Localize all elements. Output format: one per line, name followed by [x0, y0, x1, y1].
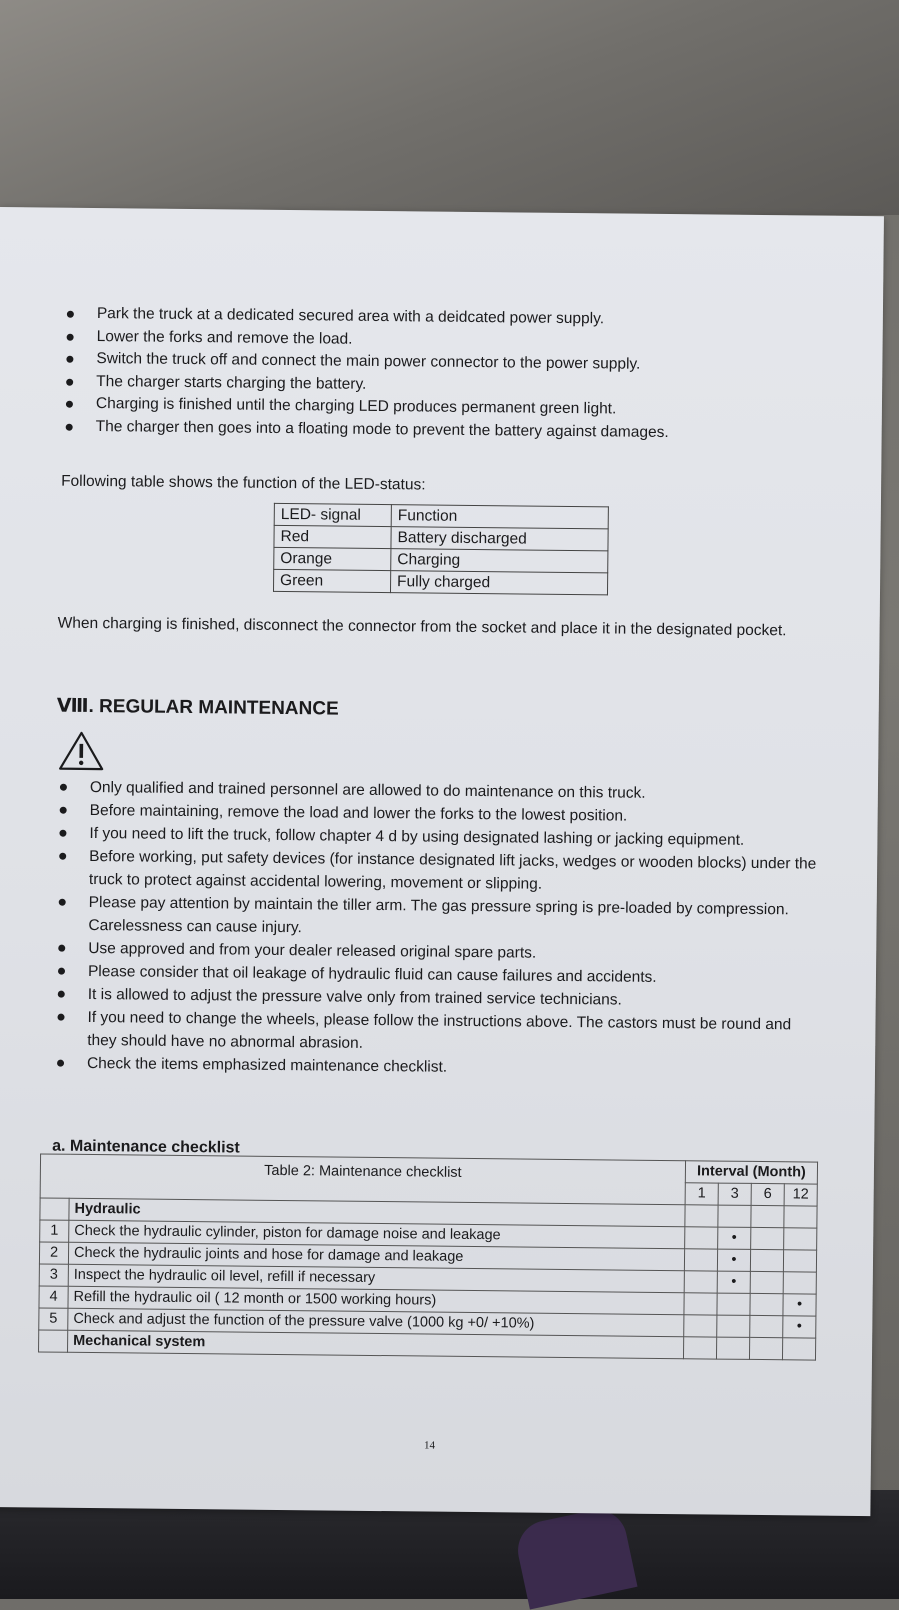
list-item-text: Only qualified and trained personnel are allowed to do maintenance on this truck. — [89, 778, 646, 802]
bullet-icon — [60, 807, 67, 814]
interval-mark — [750, 1293, 783, 1315]
interval-column-header: 1 — [685, 1183, 718, 1205]
bullet-icon — [60, 784, 67, 791]
led-table-intro: Following table shows the function of the LED-status: — [61, 472, 426, 494]
charging-steps-list — [66, 303, 767, 445]
interval-mark: • — [783, 1294, 816, 1316]
table-cell: Battery discharged — [391, 527, 608, 551]
list-item-text: It is allowed to adjust the pressure valve only from trained service technicians. — [87, 985, 622, 1009]
item-text: Refill the hydraulic oil ( 12 month or 1500 working hours) — [68, 1286, 684, 1314]
table-cell — [40, 1198, 69, 1220]
bullet-icon — [66, 423, 73, 430]
bullet-icon — [59, 899, 66, 906]
item-number: 3 — [39, 1264, 68, 1286]
bullet-icon — [67, 333, 74, 340]
bullet-icon — [57, 1060, 64, 1067]
item-number: 2 — [39, 1242, 68, 1264]
interval-mark — [784, 1228, 817, 1250]
list-item-text: Please consider that oil leakage of hydraulic fluid can cause failures and accidents. — [87, 962, 657, 986]
interval-mark — [684, 1271, 717, 1293]
list-item-text: If you need to change the wheels, please follow the instructions above. The castors must be round and they should have no abnormal abrasion. — [87, 1008, 792, 1052]
led-status-table — [273, 503, 609, 596]
table-cell: Charging — [391, 549, 608, 573]
bullet-icon — [66, 401, 73, 408]
list-item-text: Lower the forks and remove the load. — [96, 327, 353, 348]
interval-mark — [750, 1315, 783, 1337]
interval-mark: • — [718, 1227, 751, 1249]
bullet-icon — [67, 311, 74, 318]
table-cell — [751, 1205, 784, 1227]
table-cell: Orange — [274, 547, 391, 570]
interval-mark — [684, 1315, 717, 1337]
list-item-text: Switch the truck off and connect the main power connector to the power supply. — [96, 350, 641, 373]
interval-column-header: 12 — [784, 1184, 817, 1206]
interval-mark — [685, 1227, 718, 1249]
item-number: 4 — [39, 1286, 68, 1308]
item-number: 5 — [39, 1308, 68, 1330]
bullet-icon — [58, 991, 65, 998]
list-item-text: Before maintaining, remove the load and lower the forks to the lowest position. — [89, 801, 628, 825]
bullet-icon — [58, 968, 65, 975]
list-item-text: Before working, put safety devices (for instance designated lift jacks, wedges or wooden blocks) under the truck to protect against accidental lowering, movement or slipping. — [88, 847, 817, 893]
item-text: Check the hydraulic joints and hose for damage and leakage — [68, 1242, 684, 1270]
section-heading: Ⅷ. REGULAR MAINTENANCE — [56, 695, 339, 720]
table-header-cell: LED- signal — [274, 503, 391, 526]
interval-mark — [751, 1227, 784, 1249]
list-item — [57, 1006, 817, 1060]
list-item — [59, 845, 819, 899]
section-label: Mechanical system — [68, 1330, 684, 1358]
list-item — [58, 891, 818, 945]
table-cell: Green — [273, 569, 390, 592]
interval-column-header: 6 — [751, 1183, 784, 1205]
table-header-row — [40, 1154, 817, 1184]
bullet-icon — [59, 853, 66, 860]
table-cell — [718, 1205, 751, 1227]
bullet-icon — [66, 356, 73, 363]
bullet-icon — [57, 1014, 64, 1021]
table-cell — [683, 1337, 716, 1359]
maintenance-checklist-table — [38, 1153, 818, 1360]
table-cell — [716, 1337, 749, 1359]
interval-column-header: 3 — [718, 1183, 751, 1205]
document-page — [0, 207, 884, 1516]
interval-mark — [684, 1293, 717, 1315]
table-cell: Fully charged — [390, 571, 607, 595]
item-text: Check the hydraulic cylinder, piston for damage noise and leakage — [69, 1220, 685, 1248]
list-item-text: Check the items emphasized maintenance checklist. — [86, 1054, 448, 1076]
table-cell — [784, 1206, 817, 1228]
list-item-text: If you need to lift the truck, follow chapter 4 d by using designated lashing or jacking equipment. — [89, 824, 745, 849]
paragraph: When charging is finished, disconnect the connector from the socket and place it in the designated pocket. — [57, 614, 787, 640]
interval-mark — [750, 1249, 783, 1271]
interval-mark — [717, 1293, 750, 1315]
interval-mark — [750, 1271, 783, 1293]
table-header-cell: Function — [391, 505, 608, 529]
interval-mark: • — [783, 1316, 816, 1338]
list-item-text: Use approved and from your dealer released original spare parts. — [88, 939, 537, 962]
item-number: 1 — [40, 1220, 69, 1242]
bullet-icon — [66, 378, 73, 385]
bullet-icon — [58, 945, 65, 952]
interval-header: Interval (Month) — [685, 1161, 817, 1184]
list-item-text: Park the truck at a dedicated secured area with a deidcated power supply. — [96, 305, 605, 328]
warning-triangle-icon — [58, 731, 104, 771]
interval-mark: • — [717, 1249, 750, 1271]
table-cell — [782, 1338, 815, 1360]
interval-mark — [783, 1272, 816, 1294]
item-text: Inspect the hydraulic oil level, refill if necessary — [68, 1264, 684, 1292]
table-caption: Table 2: Maintenance checklist — [40, 1154, 685, 1205]
table-row — [273, 569, 607, 594]
item-text: Check and adjust the function of the pressure valve (1000 kg +0/ +10%) — [68, 1308, 684, 1336]
list-item-text: The charger then goes into a floating mode to prevent the battery against damages. — [95, 417, 669, 441]
table-cell — [749, 1337, 782, 1359]
list-item-text: Charging is finished until the charging LED produces permanent green light. — [95, 395, 617, 418]
interval-mark — [684, 1249, 717, 1271]
interval-mark — [783, 1250, 816, 1272]
table-cell: Red — [274, 525, 391, 548]
maintenance-rules-list — [57, 776, 820, 1083]
list-item-text: The charger starts charging the battery. — [96, 372, 367, 393]
page-number: 14 — [423, 1439, 436, 1452]
table-cell — [39, 1330, 68, 1352]
bullet-icon — [59, 830, 66, 837]
table-cell — [685, 1205, 718, 1227]
interval-mark: • — [717, 1271, 750, 1293]
list-item-text: Please pay attention by maintain the tiller arm. The gas pressure spring is pre-loaded by compression. Carelessness can cause injury. — [88, 893, 789, 937]
section-label: Hydraulic — [69, 1198, 685, 1226]
checklist-heading: a. Maintenance checklist — [52, 1137, 240, 1157]
background-surface — [0, 0, 899, 215]
interval-mark — [717, 1315, 750, 1337]
